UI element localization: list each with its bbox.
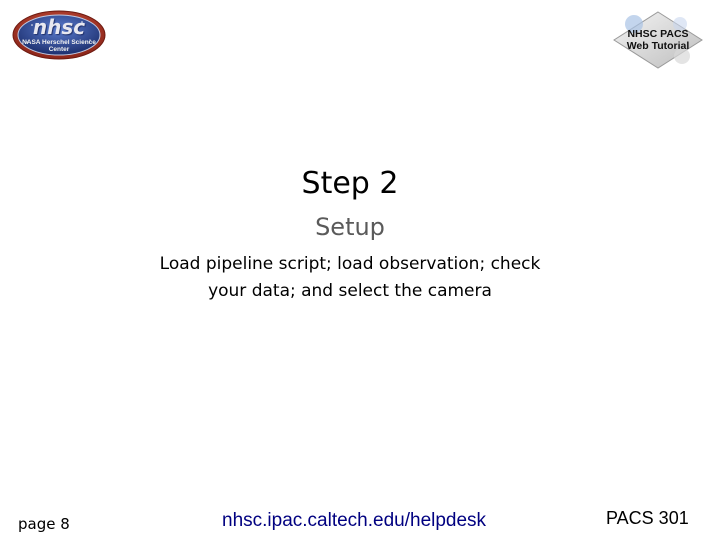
description-line-2: your data; and select the camera [208, 281, 492, 301]
logo-sub-text: NASA Herschel Science Center [22, 39, 96, 53]
badge-line-1: NHSC PACS [627, 28, 689, 40]
badge-line-2: Web Tutorial [626, 40, 690, 52]
course-name: PACS 301 [606, 508, 689, 528]
step-subtitle: Setup [315, 213, 385, 241]
step-description [140, 251, 560, 305]
helpdesk-link[interactable]: nhsc.ipac.caltech.edu/helpdesk [222, 510, 487, 531]
step-title: Step 2 [301, 166, 399, 201]
nhsc-logo [12, 10, 106, 60]
description-line-1: Load pipeline script; load observation; check [159, 254, 541, 274]
tutorial-badge-text [612, 28, 704, 52]
page-number: page 8 [18, 515, 70, 533]
tutorial-badge [612, 10, 704, 70]
logo-main-text: nhsc [32, 15, 86, 39]
